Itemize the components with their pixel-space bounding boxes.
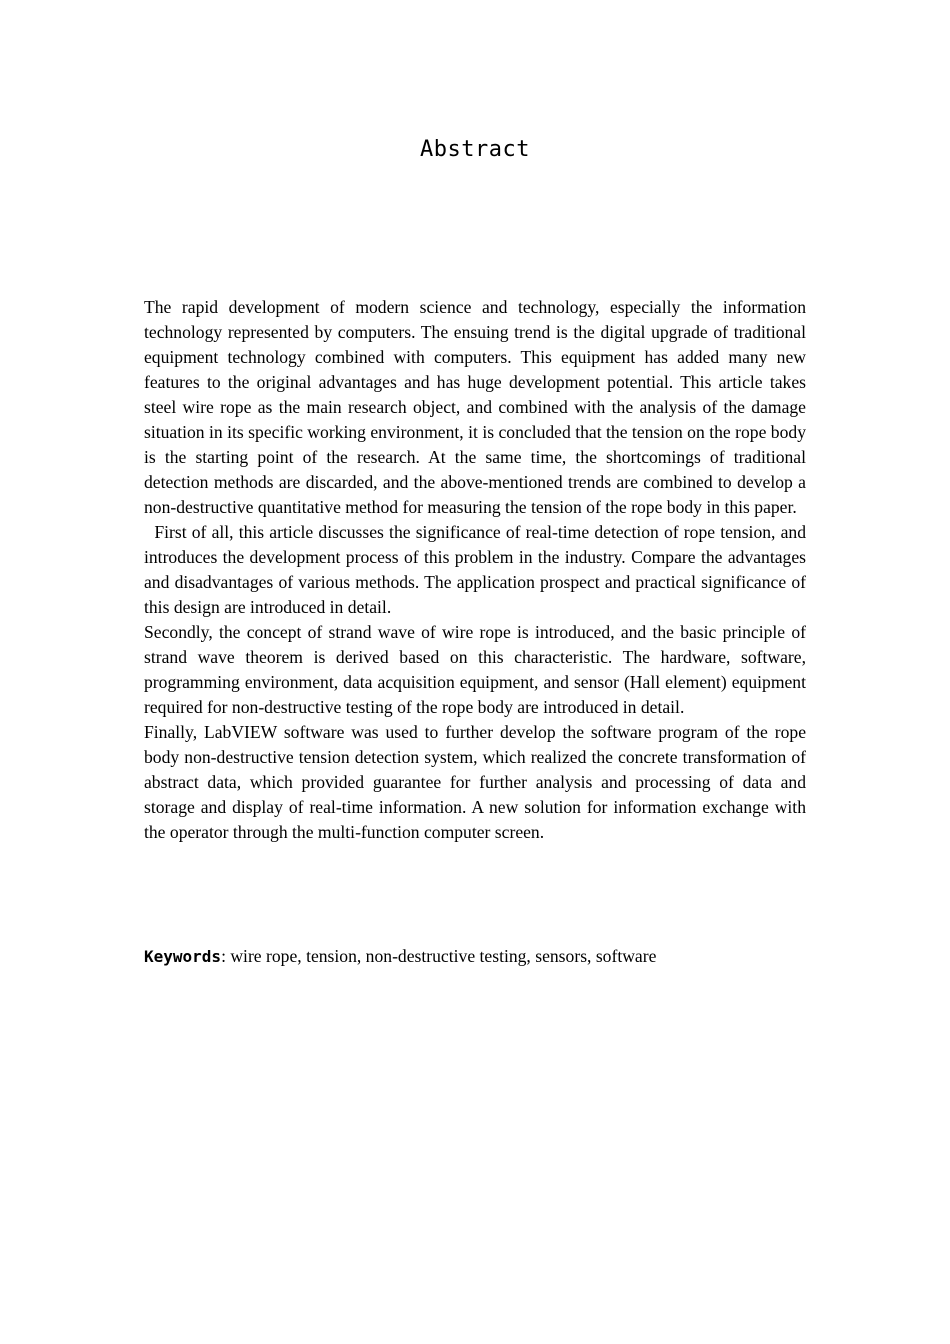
abstract-body — [144, 295, 811, 845]
keywords-label: Keywords — [144, 947, 222, 966]
abstract-paragraph-2: First of all, this article discusses the significance of real-time detection of rope tension, and introduces the development process of this problem in the industry. Compare the advantages and disadvantages of various methods. The application prospect and practical significance of this design are introduced in detail. — [144, 522, 811, 617]
abstract-paragraph-4: Finally, LabVIEW software was used to further develop the software program of the rope body non-destructive tension detection system, which realized the concrete transformation of abstract data, which provided guarantee for further analysis and processing of data and storage and display of real-time information. A new solution for information exchange with the operator through the multi-function computer screen. — [144, 722, 811, 842]
page-title: Abstract — [420, 137, 530, 162]
abstract-paragraph-3: Secondly, the concept of strand wave of wire rope is introduced, and the basic principle of strand wave theorem is derived based on this characteristic. The hardware, software, programming environment, data acquisition equipment, and sensor (Hall element) equipment required for non-destructive testing of the rope body are introduced in detail. — [144, 622, 811, 717]
keywords-text: : wire rope, tension, non-destructive testing, sensors, software — [221, 946, 657, 966]
keywords-line — [144, 944, 806, 969]
abstract-paragraph-1: The rapid development of modern science and technology, especially the information technology represented by computers. The ensuing trend is the digital upgrade of traditional equipment technology combined with computers. This equipment has added many new features to the original advantages and has huge development potential. This article takes steel wire rope as the main research object, and combined with the analysis of the damage situation in its specific working environment, it is concluded that the tension on the rope body is the starting point of the research. At the same time, the shortcomings of traditional detection methods are discarded, and the above-mentioned trends are combined to develop a non-destructive quantitative method for measuring the tension of the rope body in this paper. — [144, 297, 811, 517]
